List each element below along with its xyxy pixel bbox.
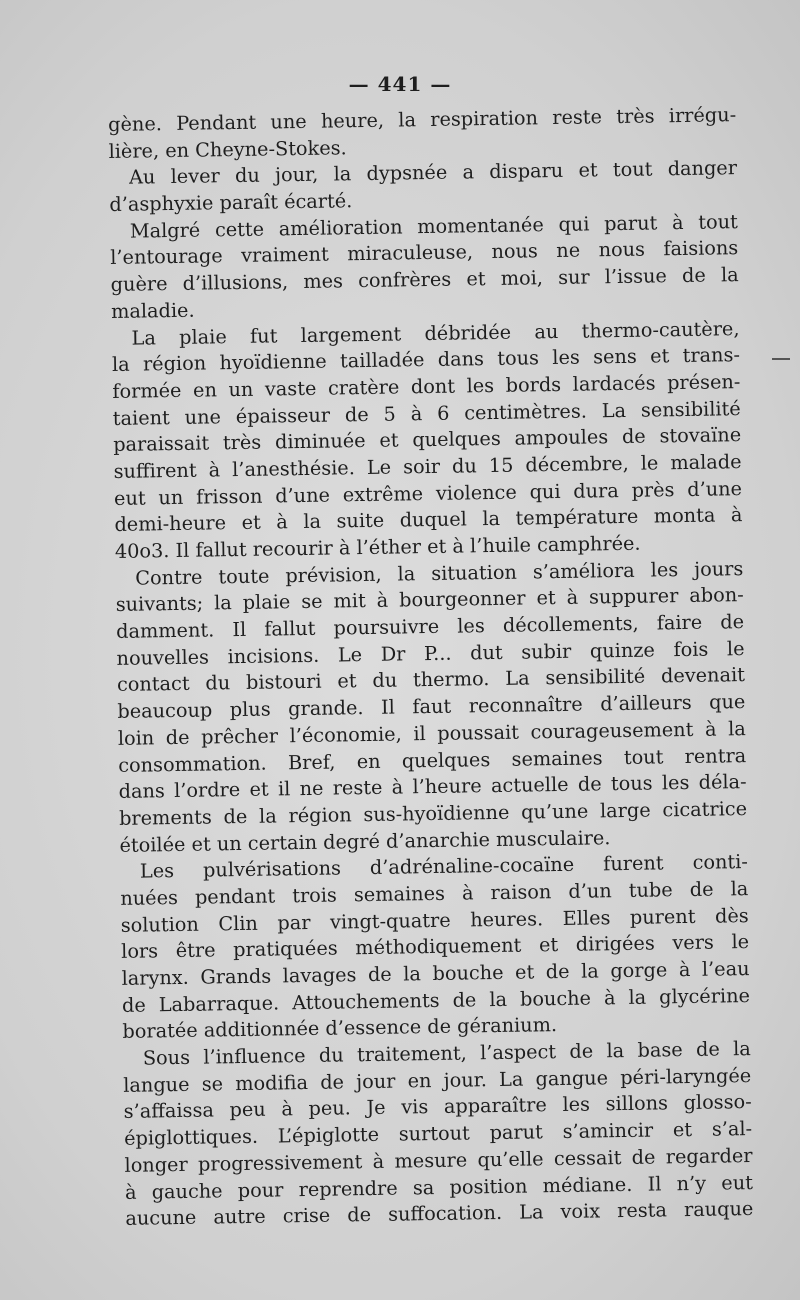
text-line: étoilée et un certain degré d’anarchie musculaire. <box>119 825 611 857</box>
text-line: larynx. Grands lavages de la bouche et de la gorge à l’eau <box>121 957 750 990</box>
text-line: langue se modifia de jour en jour. La gangue péri-laryngée <box>123 1063 752 1097</box>
text-line: l’entourage vraiment miraculeuse, nous ne nous faisions <box>110 236 739 270</box>
text-line: paraissait très diminuée et quelques ampoules de stovaïne <box>113 423 742 457</box>
text-line: épiglottiques. L’épiglotte surtout parut s’amincir et s’al- <box>123 1117 753 1150</box>
text-line: Au lever du jour, la dypsnée a disparu et tout danger <box>128 156 738 190</box>
text-line: Les pulvérisations d’adrénaline-cocaïne furent conti- <box>139 850 749 883</box>
text-line: boratée additionnée d’essence de géranium. <box>122 1013 558 1044</box>
text-line: aucune autre crise de suffocation. La voix resta rauque <box>125 1197 754 1231</box>
text-line: longer progressivement à mesure qu’elle cessait de regarder <box>124 1143 753 1177</box>
text-line: à gauche pour reprendre sa position médiane. Il n’y eut <box>124 1170 754 1204</box>
text-line: formée en un vaste cratère dont les bords lardacés présen- <box>112 369 741 403</box>
page-number: — 441 — <box>348 72 452 96</box>
text-line: gène. Pendant une heure, la respiration reste très irrégu- <box>108 103 737 136</box>
text-line: nouvelles incisions. Le Dr P... dut subir quinze fois le <box>116 636 745 670</box>
text-line: La plaie fut largement débridée au thermo-cautère, <box>131 316 740 350</box>
text-line: taient une épaisseur de 5 à 6 centimètres. La sensibilité <box>112 396 741 430</box>
text-line: dans l’ordre et il ne reste à l’heure actuelle de tous les déla- <box>118 770 747 804</box>
text-line: de Labarraque. Attouchements de la bouche à la glycérine <box>121 983 751 1017</box>
text-line: contact du bistouri et du thermo. La sensibilité devenait <box>116 663 746 697</box>
text-line: eut un frisson d’une extrême violence qui dura près d’une <box>113 476 743 510</box>
text-line: damment. Il fallut poursuivre les décollements, faire de <box>115 610 745 643</box>
text-line: beaucoup plus grande. Il faut reconnaître d’ailleurs que <box>117 690 746 724</box>
text-line: Sous l’influence du traitement, l’aspect de la base de la <box>142 1037 751 1070</box>
text-line: suffirent à l’anesthésie. Le soir du 15 décembre, le malade <box>113 450 742 483</box>
text-line: 40o3. Il fallut recourir à l’éther et à l’huile camphrée. <box>114 531 641 563</box>
text-line: guère d’illusions, mes confrères et moi, sur l’issue de la <box>110 263 739 297</box>
text-line: lière, en Cheyne-Stokes. <box>108 135 347 163</box>
text-line: loin de prêcher l’économie, il poussait courageusement à la <box>117 716 746 750</box>
text-line: s’affaissa peu à peu. Je vis apparaître les sillons glosso- <box>123 1090 752 1124</box>
margin-mark <box>772 358 790 360</box>
text-line: Malgré cette amélioration momentanée qui parut à tout <box>129 209 738 243</box>
text-line: solution Clin par vingt-quatre heures. Elles purent dès <box>120 903 749 937</box>
text-line: suivants; la plaie se mit à bourgeonner et à suppurer abon- <box>115 583 744 617</box>
text-line: d’asphyxie paraît écarté. <box>109 189 353 217</box>
text-line: nuées pendant trois semaines à raison d’un tube de la <box>120 876 749 910</box>
text-line: maladie. <box>110 298 195 323</box>
text-line: la région hyoïdienne tailladée dans tous les sens et trans- <box>111 343 741 377</box>
text-line: lors être pratiquées méthodiquement et dirigées vers le <box>121 930 750 964</box>
body-text <box>108 102 754 1233</box>
text-line: demi-heure et à la suite duquel la température monta à <box>114 503 743 537</box>
text-line: Contre toute prévision, la situation s’améliora les jours <box>135 556 744 590</box>
text-line: brements de la région sus-hyoïdienne qu’une large cicatrice <box>118 796 748 830</box>
text-line: consommation. Bref, en quelques semaines tout rentra <box>118 743 747 777</box>
